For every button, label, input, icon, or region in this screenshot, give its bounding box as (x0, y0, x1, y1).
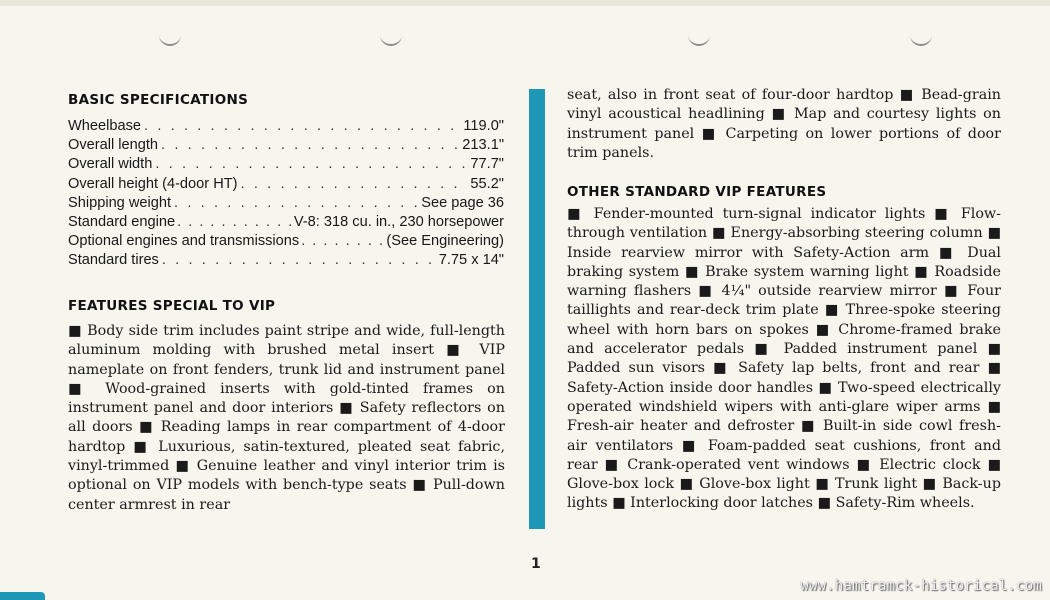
spec-row-overall-length (68, 136, 504, 155)
spec-value: (See Engineering) (386, 233, 504, 250)
accent-bar (529, 89, 545, 529)
binder-hole-mark (910, 30, 932, 46)
spec-value: See page 36 (421, 194, 504, 211)
bottom-color-tab (0, 592, 45, 600)
dot-leader (301, 232, 384, 251)
spec-value: 119.0" (463, 118, 504, 134)
spec-label: Standard tires (68, 252, 159, 269)
spec-value: 77.7" (470, 156, 504, 173)
spec-label: Overall width (68, 156, 153, 173)
features-special-heading: FEATURES SPECIAL TO VIP (68, 298, 276, 314)
other-standard-heading: OTHER STANDARD VIP FEATURES (567, 184, 827, 200)
spec-row-overall-height (68, 175, 504, 194)
page-number: 1 (531, 556, 541, 572)
spec-value: 55.2" (470, 175, 504, 192)
dot-leader (177, 213, 292, 232)
binder-hole-mark (159, 30, 181, 46)
spec-label: Wheelbase (68, 118, 142, 134)
other-standard-paragraph: ■ Fender-mounted turn-signal indicator lights ■ Flow-through ventilation ■ Energy-absorbing steering column ■ Inside rearview mirror with Safety-Action arm ■ Dual braking system ■ Brake system warning light ■ Roadside warning flashers ■ 4¼" outside rearview mirror ■ Four taillights and rear-deck trim plate ■ Three-spoke steering wheel with horn bars on spokes ■ Chrome-framed brake and accelerator pedals ■ Padded instrument panel ■ Padded sun visors ■ Safety lap belts, front and rear ■ Safety-Action inside door handles ■ Two-speed electrically operated windshield wipers with anti-glare wiper arms ■ Fresh-air heater and defroster ■ Built-in side cowl fresh-air ventilators ■ Foam-padded seat cushions, front and rear ■ Crank-operated vent windows ■ Electric clock ■ Glove-box lock ■ Glove-box light ■ Trunk light ■ Back-up lights ■ Interlocking door latches ■ Safety-Rim wheels. (567, 206, 1001, 512)
binder-hole-mark (688, 30, 710, 46)
spec-label: Overall height (4-door HT) (68, 175, 238, 192)
spec-row-optional-engines (68, 232, 504, 251)
features-special-paragraph: ■ Body side trim includes paint stripe and wide, full-length aluminum molding with brushed metal insert ■ VIP nameplate on front fenders, trunk lid and instrument panel ■ Wood-grained inserts with gold-tinted frames on instrument panel and door interiors ■ Safety reflectors on all doors ■ Reading lamps in rear compartment of 4-door hardtop ■ Luxurious, satin-textured, pleated seat fabric, vinyl-trimmed ■ Genuine leather and vinyl interior trim is optional on VIP models with bench-type seats ■ Pull-down center armrest in rear (68, 323, 505, 513)
other-standard-text (567, 205, 1001, 514)
spec-row-shipping-weight (68, 194, 504, 213)
spec-row-standard-tires (68, 251, 504, 270)
dot-leader (144, 117, 460, 136)
spec-value: 7.75 x 14" (438, 252, 504, 269)
page-top-edge (0, 0, 1050, 6)
dot-leader (161, 136, 459, 155)
basic-specifications-heading: BASIC SPECIFICATIONS (68, 92, 249, 108)
spec-row-overall-width (68, 155, 504, 174)
continued-text (567, 86, 1001, 163)
spec-label: Overall length (68, 137, 159, 154)
features-special-text (68, 322, 505, 515)
dot-leader (162, 251, 436, 270)
continued-paragraph: seat, also in front seat of four-door hardtop ■ Bead-grain vinyl acoustical headlining ■ Map and courtesy lights on instrument panel ■ Carpeting on lower portions of door trim panels. (567, 87, 1001, 161)
specifications-list (68, 117, 504, 271)
watermark-text: www.hamtramck-historical.com (800, 578, 1042, 594)
spec-label: Optional engines and transmissions (68, 233, 300, 250)
dot-leader (241, 175, 468, 194)
spec-value: V-8: 318 cu. in., 230 horsepower (293, 213, 504, 230)
dot-leader (174, 194, 418, 213)
spec-value: 213.1" (462, 137, 504, 154)
spec-row-wheelbase (68, 117, 504, 136)
dot-leader (155, 155, 467, 174)
spec-label: Shipping weight (68, 194, 172, 211)
binder-hole-mark (380, 30, 402, 46)
spec-label: Standard engine (68, 213, 176, 230)
spec-row-standard-engine (68, 213, 504, 232)
